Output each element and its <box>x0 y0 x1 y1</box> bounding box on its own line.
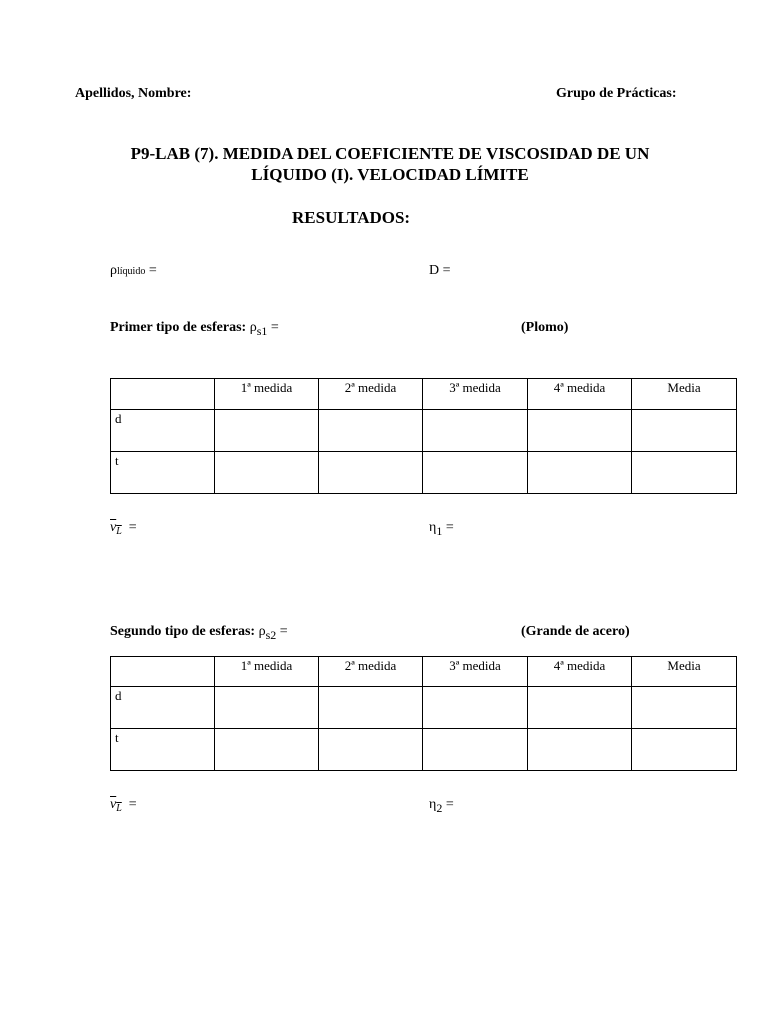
table-cell <box>528 729 632 771</box>
table-cell <box>215 729 319 771</box>
section1-velocity-field <box>110 520 137 537</box>
table-cell <box>319 452 423 494</box>
section2-velocity-field <box>110 797 137 814</box>
section2-label <box>110 624 288 643</box>
v-bar-symbol: $v_L$ <box>110 520 122 537</box>
table-header-cell: 1ª medida <box>215 657 319 687</box>
section1-rho-subscript: s1 <box>256 324 268 338</box>
table-cell <box>423 452 528 494</box>
table-header-cell: 2ª medida <box>319 657 423 687</box>
table-header-cell <box>111 379 215 410</box>
table-cell <box>423 687 528 729</box>
table-cell <box>632 452 737 494</box>
equals-sign: = <box>148 263 157 278</box>
table-cell <box>632 410 737 452</box>
group-label: Grupo de Prácticas: <box>556 86 677 101</box>
name-label: Apellidos, Nombre: <box>75 86 192 101</box>
table-cell <box>632 687 737 729</box>
section2-label-text: Segundo tipo de esferas: <box>110 624 256 639</box>
rho-subscript: líquido <box>117 266 146 277</box>
diameter-field: D = <box>429 263 451 278</box>
row-label: t <box>111 452 215 494</box>
table-header-cell: Media <box>632 379 737 410</box>
page-title <box>60 143 720 185</box>
table-header-cell: 4ª medida <box>528 657 632 687</box>
table-header-row <box>111 657 737 687</box>
section2-rho-subscript: s2 <box>265 628 277 642</box>
title-line-1: P9-LAB (7). MEDIDA DEL COEFICIENTE DE VISCOSIDAD DE UN <box>130 144 650 163</box>
row-label: d <box>111 687 215 729</box>
table-cell <box>319 687 423 729</box>
table-header-cell <box>111 657 215 687</box>
section1-label-text: Primer tipo de esferas: <box>110 320 247 335</box>
table-cell <box>632 729 737 771</box>
eta-equals: = <box>445 797 454 812</box>
rho-symbol: ρ <box>110 263 117 278</box>
row-label: t <box>111 729 215 771</box>
section1-rho: ρ <box>249 320 257 335</box>
table-header-cell: 1ª medida <box>215 379 319 410</box>
section2-rho: ρ <box>258 624 266 639</box>
table-cell <box>423 410 528 452</box>
results-heading: RESULTADOS: <box>292 208 411 227</box>
section2-material: (Grande de acero) <box>521 624 630 639</box>
table-row <box>111 729 737 771</box>
row-label: d <box>111 410 215 452</box>
table-cell <box>215 452 319 494</box>
section1-material: (Plomo) <box>521 320 569 335</box>
eta-symbol: η <box>429 797 437 812</box>
table-header-cell: 2ª medida <box>319 379 423 410</box>
table-header-cell: 3ª medida <box>423 379 528 410</box>
table-row <box>111 687 737 729</box>
eta-symbol: η <box>429 520 437 535</box>
v-bar-symbol: $v_L$ <box>110 797 122 814</box>
eta-subscript: 2 <box>436 801 443 815</box>
velocity-equals: = <box>128 797 137 812</box>
table-header-row <box>111 379 737 410</box>
table-cell <box>319 410 423 452</box>
table-cell <box>528 410 632 452</box>
section2-equals: = <box>279 624 288 639</box>
table-cell <box>215 687 319 729</box>
table-cell <box>528 452 632 494</box>
section1-table <box>110 378 737 494</box>
section1-eta-field <box>429 520 454 539</box>
table-header-cell: 4ª medida <box>528 379 632 410</box>
velocity-equals: = <box>128 520 137 535</box>
table-cell <box>528 687 632 729</box>
title-line-2: LÍQUIDO (I). VELOCIDAD LÍMITE <box>251 165 529 184</box>
table-row <box>111 452 737 494</box>
eta-subscript: 1 <box>436 524 443 538</box>
section2-table <box>110 656 737 771</box>
table-cell <box>319 729 423 771</box>
section1-label <box>110 320 279 339</box>
section1-equals: = <box>270 320 279 335</box>
rho-liquid-field <box>110 263 157 279</box>
table-header-cell: 3ª medida <box>423 657 528 687</box>
eta-equals: = <box>445 520 454 535</box>
table-header-cell: Media <box>632 657 737 687</box>
table-row <box>111 410 737 452</box>
table-cell <box>215 410 319 452</box>
table-cell <box>423 729 528 771</box>
section2-eta-field <box>429 797 454 816</box>
